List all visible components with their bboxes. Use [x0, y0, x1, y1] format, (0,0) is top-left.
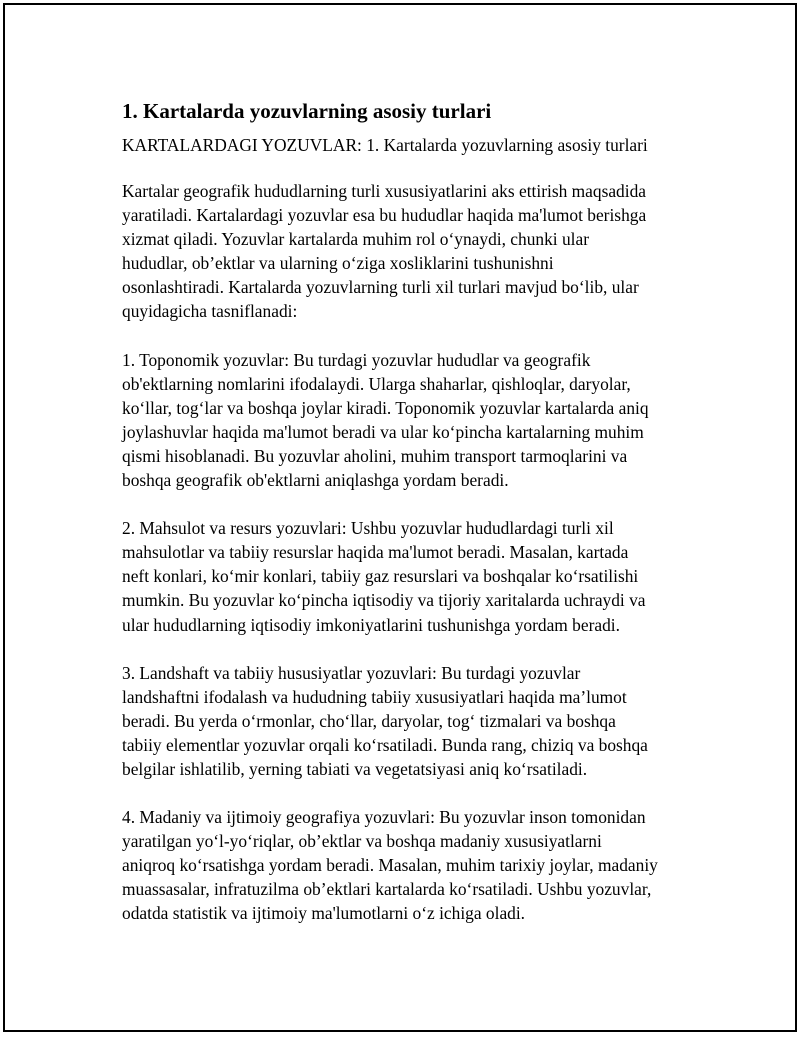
paragraph-line: hududlar, ob’ektlar va ularning o‘ziga xosliklarini tushunishni — [122, 253, 554, 274]
paragraph-line: boshqa geografik ob'ektlarni aniqlashga yordam beradi. — [122, 470, 509, 491]
paragraph-line: qismi hisoblanadi. Bu yozuvlar aholini, muhim transport tarmoqlarini va — [122, 445, 628, 466]
paragraph-line: ko‘llar, tog‘lar va boshqa joylar kiradi. Toponomik yozuvlar kartalarda aniq — [122, 397, 649, 418]
document-body — [122, 97, 702, 950]
paragraph-line: mahsulotlar va tabiiy resurslar haqida ma'lumot beradi. Masalan, kartada — [122, 542, 629, 563]
section-subtitle: KARTALARDAGI YOZUVLAR: 1. Kartalarda yozuvlarning asosiy turlari — [122, 135, 648, 155]
section-heading: 1. Kartalarda yozuvlarning asosiy turlari — [122, 99, 492, 123]
paragraph-line: beradi. Bu yerda o‘rmonlar, cho‘llar, daryolar, tog‘ tizmalari va boshqa — [122, 710, 616, 731]
paragraph-line: quyidagicha tasniflanadi: — [122, 301, 298, 322]
paragraph-resources — [122, 516, 702, 636]
paragraph-line: mumkin. Bu yozuvlar ko‘pincha iqtisodiy va tijoriy xaritalarda uchraydi va — [122, 590, 646, 611]
paragraph-line: tabiiy elementlar yozuvlar orqali ko‘rsatiladi. Bunda rang, chiziq va boshqa — [122, 734, 648, 755]
paragraph-line: 3. Landshaft va tabiiy hususiyatlar yozuvlari: Bu turdagi yozuvlar — [122, 662, 581, 683]
paragraph-line: neft konlari, ko‘mir konlari, tabiiy gaz resurslari va boshqalar ko‘rsatilishi — [122, 566, 639, 587]
paragraph-landscape — [122, 661, 702, 781]
paragraph-intro — [122, 179, 702, 324]
paragraph-line: yaratiladi. Kartalardagi yozuvlar esa bu hududlar haqida ma'lumot berishga — [122, 205, 647, 226]
paragraph-line: osonlashtiradi. Kartalarda yozuvlarning turli xil turlari mavjud bo‘lib, ular — [122, 277, 639, 298]
paragraph-toponymic — [122, 348, 702, 493]
paragraph-line: joylashuvlar haqida ma'lumot beradi va ular ko‘pincha kartalarning muhim — [122, 421, 644, 442]
paragraph-line: yaratilgan yo‘l-yo‘riqlar, ob’ektlar va boshqa madaniy xususiyatlarni — [122, 831, 602, 852]
paragraph-line: 1. Toponomik yozuvlar: Bu turdagi yozuvlar hududlar va geografik — [122, 349, 591, 370]
paragraph-line: landshaftni ifodalash va hududning tabiiy xususiyatlari haqida ma’lumot — [122, 686, 627, 707]
paragraph-line: aniqroq ko‘rsatishga yordam beradi. Masalan, muhim tarixiy joylar, madaniy — [122, 855, 658, 876]
paragraph-line: belgilar ishlatilib, yerning tabiati va vegetatsiyasi aniq ko‘rsatiladi. — [122, 758, 588, 779]
paragraph-line: muassasalar, infratuzilma ob’ektlari kartalarda ko‘rsatiladi. Ushbu yozuvlar, — [122, 879, 652, 900]
paragraph-line: xizmat qiladi. Yozuvlar kartalarda muhim rol o‘ynaydi, chunki ular — [122, 229, 590, 250]
paragraph-cultural — [122, 805, 702, 925]
document-page — [3, 3, 797, 1032]
paragraph-line: odatda statistik va ijtimoiy ma'lumotlarni o‘z ichiga oladi. — [122, 903, 526, 924]
paragraph-line: 4. Madaniy va ijtimoiy geografiya yozuvlari: Bu yozuvlar inson tomonidan — [122, 807, 646, 828]
paragraph-line: ular hududlarning iqtisodiy imkoniyatlarini tushunishga yordam beradi. — [122, 614, 620, 635]
paragraph-line: 2. Mahsulot va resurs yozuvlari: Ushbu yozuvlar hududlardagi turli xil — [122, 518, 614, 539]
paragraph-line: ob'ektlarning nomlarini ifodalaydi. Ularga shaharlar, qishloqlar, daryolar, — [122, 373, 631, 394]
paragraph-line: Kartalar geografik hududlarning turli xususiyatlarini aks ettirish maqsadida — [122, 181, 646, 201]
